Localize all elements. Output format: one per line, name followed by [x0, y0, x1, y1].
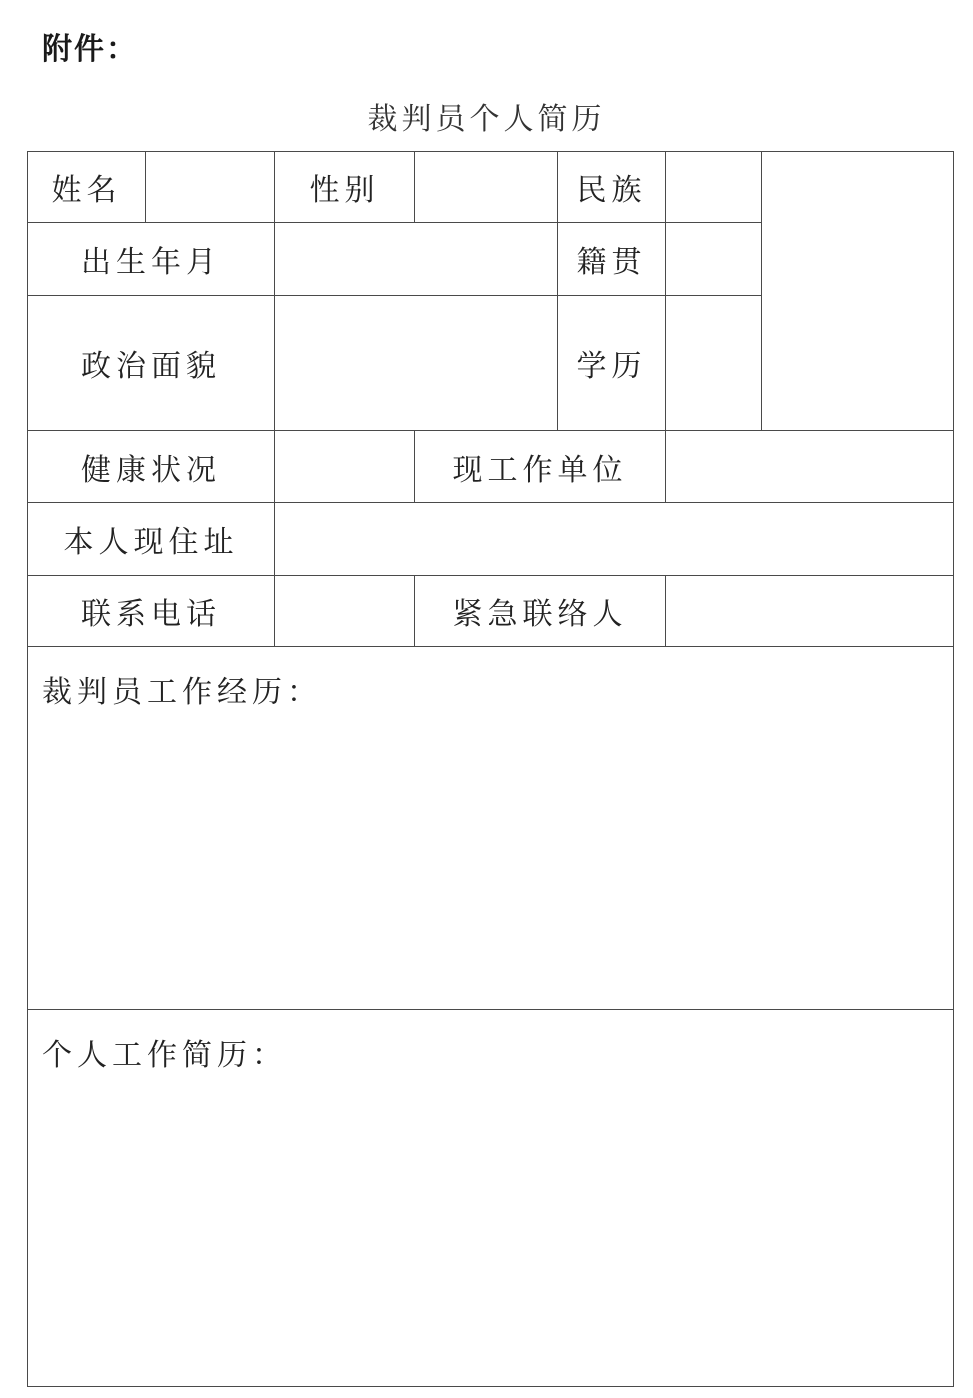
form-title: 裁判员个人简历 — [367, 102, 606, 137]
referee-experience-heading: 裁判员工作经历： — [42, 675, 322, 710]
attachment-label: 附件： — [42, 32, 138, 67]
name-field[interactable] — [146, 152, 274, 222]
work-history-heading: 个人工作简历： — [42, 1038, 287, 1073]
current-address-label: 本人现住址 — [63, 525, 239, 560]
current-employer-field[interactable] — [666, 431, 953, 502]
political-status-label: 政治面貌 — [81, 349, 221, 384]
current-employer-label: 现工作单位 — [452, 452, 628, 488]
political-status-field[interactable] — [275, 296, 557, 430]
ethnicity-label: 民族 — [576, 173, 647, 208]
phone-field[interactable] — [275, 576, 414, 646]
photo-area[interactable] — [762, 152, 953, 430]
table-border-right — [953, 151, 954, 1387]
health-label: 健康状况 — [81, 452, 221, 488]
education-field[interactable] — [666, 296, 761, 430]
emergency-contact-label: 紧急联络人 — [452, 597, 628, 632]
table-border-bottom — [27, 1386, 954, 1387]
gender-field[interactable] — [415, 152, 557, 222]
gender-label: 性别 — [309, 173, 380, 208]
birth-date-label: 出生年月 — [81, 245, 221, 280]
emergency-contact-field[interactable] — [666, 576, 953, 646]
native-place-field[interactable] — [666, 223, 761, 295]
education-label: 学历 — [576, 349, 647, 384]
phone-label: 联系电话 — [81, 597, 221, 632]
current-address-field[interactable] — [275, 503, 953, 575]
referee-experience-section[interactable] — [28, 647, 953, 1009]
ethnicity-field[interactable] — [666, 152, 761, 222]
native-place-label: 籍贯 — [576, 245, 647, 280]
health-field[interactable] — [275, 431, 414, 502]
name-label: 姓名 — [51, 173, 122, 208]
work-history-section[interactable] — [28, 1010, 953, 1386]
birth-date-field[interactable] — [275, 223, 557, 295]
